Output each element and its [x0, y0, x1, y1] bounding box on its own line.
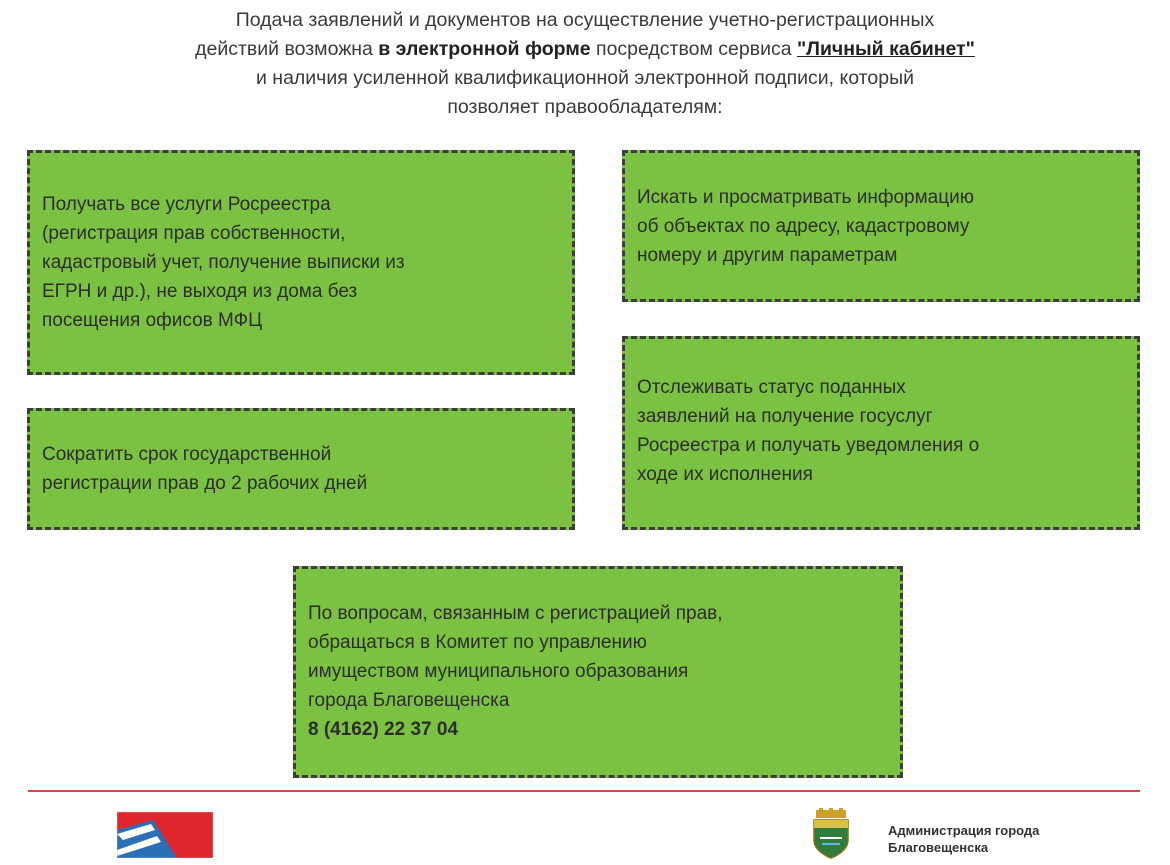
benefit-box-term [27, 408, 575, 530]
benefit-services-line-4: ЕГРН и др.), не выходя из дома без [42, 281, 358, 302]
intro-text [40, 6, 1130, 122]
contact-line-2: обращаться в Комитет по управлению [308, 632, 647, 653]
contact-line-4: города Благовещенска [308, 690, 510, 711]
footer-divider [28, 790, 1140, 792]
benefit-search-line-2: об объектах по адресу, кадастровому [637, 216, 970, 237]
intro-line-2-prefix: действий возможна [195, 38, 379, 60]
contact-box [293, 566, 903, 778]
benefit-box-search [622, 150, 1140, 302]
administration-line-2: Благовещенска [888, 840, 989, 855]
benefit-box-status [622, 336, 1140, 530]
benefit-status-line-3: Росреестра и получать уведомления о [637, 435, 980, 456]
intro-line-4: позволяет правообладателям: [447, 96, 723, 118]
intro-line-1: Подача заявлений и документов на осуществление учетно-регистрационных [235, 9, 935, 31]
administration-caption [888, 822, 1128, 856]
benefit-term-line-2: регистрации прав до 2 рабочих дней [42, 473, 368, 494]
contact-phone[interactable]: 8 (4162) 22 37 04 [308, 719, 459, 740]
benefit-status-line-2: заявлений на получение госуслуг [637, 406, 933, 427]
city-flag-icon [117, 812, 213, 858]
personal-cabinet-link[interactable]: "Личный кабинет" [797, 38, 975, 60]
contact-line-1: По вопросам, связанным с регистрацией прав, [308, 603, 723, 624]
benefit-search-line-3: номеру и другим параметрам [637, 245, 898, 266]
intro-electronic-form: в электронной форме [378, 38, 591, 60]
benefit-search-line-1: Искать и просматривать информацию [637, 187, 974, 208]
contact-line-3: имуществом муниципального образования [308, 661, 689, 682]
intro-line-3: и наличия усиленной квалификационной электронной подписи, который [255, 67, 914, 89]
benefit-box-services [27, 150, 575, 375]
administration-line-1: Администрация города [888, 823, 1040, 838]
benefit-status-line-1: Отслеживать статус поданных [637, 377, 906, 398]
intro-line-2-middle: посредством сервиса [590, 38, 798, 60]
benefit-term-line-1: Сократить срок государственной [42, 444, 332, 465]
intro-line-2 [40, 35, 1130, 64]
coat-of-arms-icon [806, 808, 856, 860]
benefit-services-line-3: кадастровый учет, получение выписки из [42, 252, 405, 273]
benefit-services-line-5: посещения офисов МФЦ [42, 310, 263, 331]
benefit-services-line-2: (регистрация прав собственности, [42, 223, 346, 244]
benefit-services-line-1: Получать все услуги Росреестра [42, 194, 331, 215]
benefit-status-line-4: ходе их исполнения [637, 464, 813, 485]
